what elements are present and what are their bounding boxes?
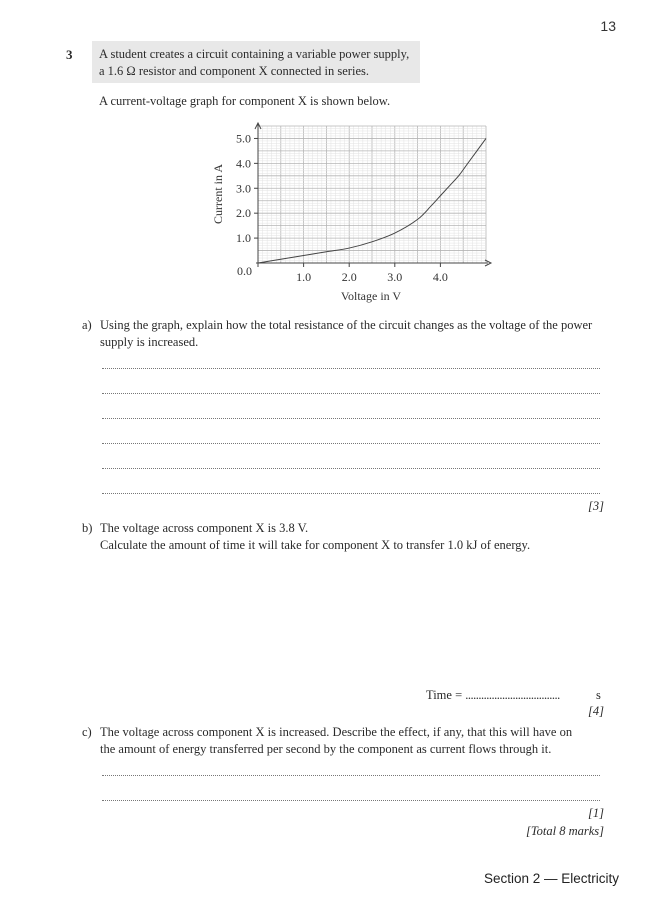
- intro-line-1: A student creates a circuit containing a variable power supply,: [99, 47, 410, 61]
- time-answer: [426, 687, 560, 704]
- intro-line-2: a 1.6 Ω resistor and component X connected in series.: [99, 64, 369, 78]
- y-axis-label: Current in A: [211, 164, 225, 224]
- part-b-line-2: Calculate the amount of time it will take for component X to transfer 1.0 kJ of energy.: [100, 538, 531, 552]
- x-axis-label: Voltage in V: [340, 289, 402, 303]
- part-b-label: b): [82, 521, 93, 535]
- page-footer: Section 2 — Electricity: [484, 871, 620, 886]
- y-tick-label: 4.0: [236, 156, 251, 171]
- part-c-line-2: the amount of energy transferred per second by the component as current flows through it.: [100, 742, 552, 756]
- part-b-line-1: The voltage across component X is 3.8 V.: [100, 521, 309, 535]
- x-tick-label: 4.0: [432, 270, 448, 284]
- question-number: 3: [66, 47, 73, 62]
- answer-line[interactable]: [102, 418, 600, 419]
- x-tick-label: 3.0: [387, 270, 403, 284]
- x-tick-label: 2.0: [341, 270, 357, 284]
- y-tick-label: 2.0: [236, 206, 251, 221]
- part-c-label: c): [82, 725, 92, 739]
- answer-line[interactable]: [102, 468, 600, 469]
- y-tick-label: 1.0: [236, 231, 251, 246]
- chart-grid: [258, 126, 486, 263]
- part-c-line-1: The voltage across component X is increased. Describe the effect, if any, that this will have on: [100, 725, 573, 739]
- part-a-label: a): [82, 318, 92, 332]
- part-c-marks: [1]: [588, 806, 604, 820]
- answer-line[interactable]: [102, 493, 600, 494]
- part-b-marks: [4]: [588, 704, 604, 718]
- part-c: [82, 724, 622, 764]
- part-a: [82, 317, 622, 357]
- time-label: Time =: [426, 688, 466, 702]
- y-tick-label: 5.0: [236, 131, 251, 146]
- answer-line[interactable]: [102, 775, 600, 776]
- iv-graph: [0, 0, 660, 320]
- part-a-line-2: supply is increased.: [100, 335, 199, 349]
- time-answer-field[interactable]: ....................................: [465, 688, 560, 702]
- answer-line[interactable]: [102, 443, 600, 444]
- time-unit: s: [596, 688, 601, 702]
- graph-intro: A current-voltage graph for component X is shown below.: [99, 94, 391, 108]
- page-number: 13: [600, 18, 616, 34]
- part-b: [82, 520, 622, 560]
- origin-label: 0.0: [237, 264, 252, 278]
- total-marks: [Total 8 marks]: [525, 824, 604, 838]
- answer-line[interactable]: [102, 368, 600, 369]
- x-tick-label: 1.0: [296, 270, 312, 284]
- answer-line[interactable]: [102, 800, 600, 801]
- y-tick-label: 3.0: [236, 181, 251, 196]
- part-a-line-1: Using the graph, explain how the total resistance of the circuit changes as the voltage of the power: [100, 318, 593, 332]
- part-a-marks: [3]: [588, 499, 604, 513]
- answer-line[interactable]: [102, 393, 600, 394]
